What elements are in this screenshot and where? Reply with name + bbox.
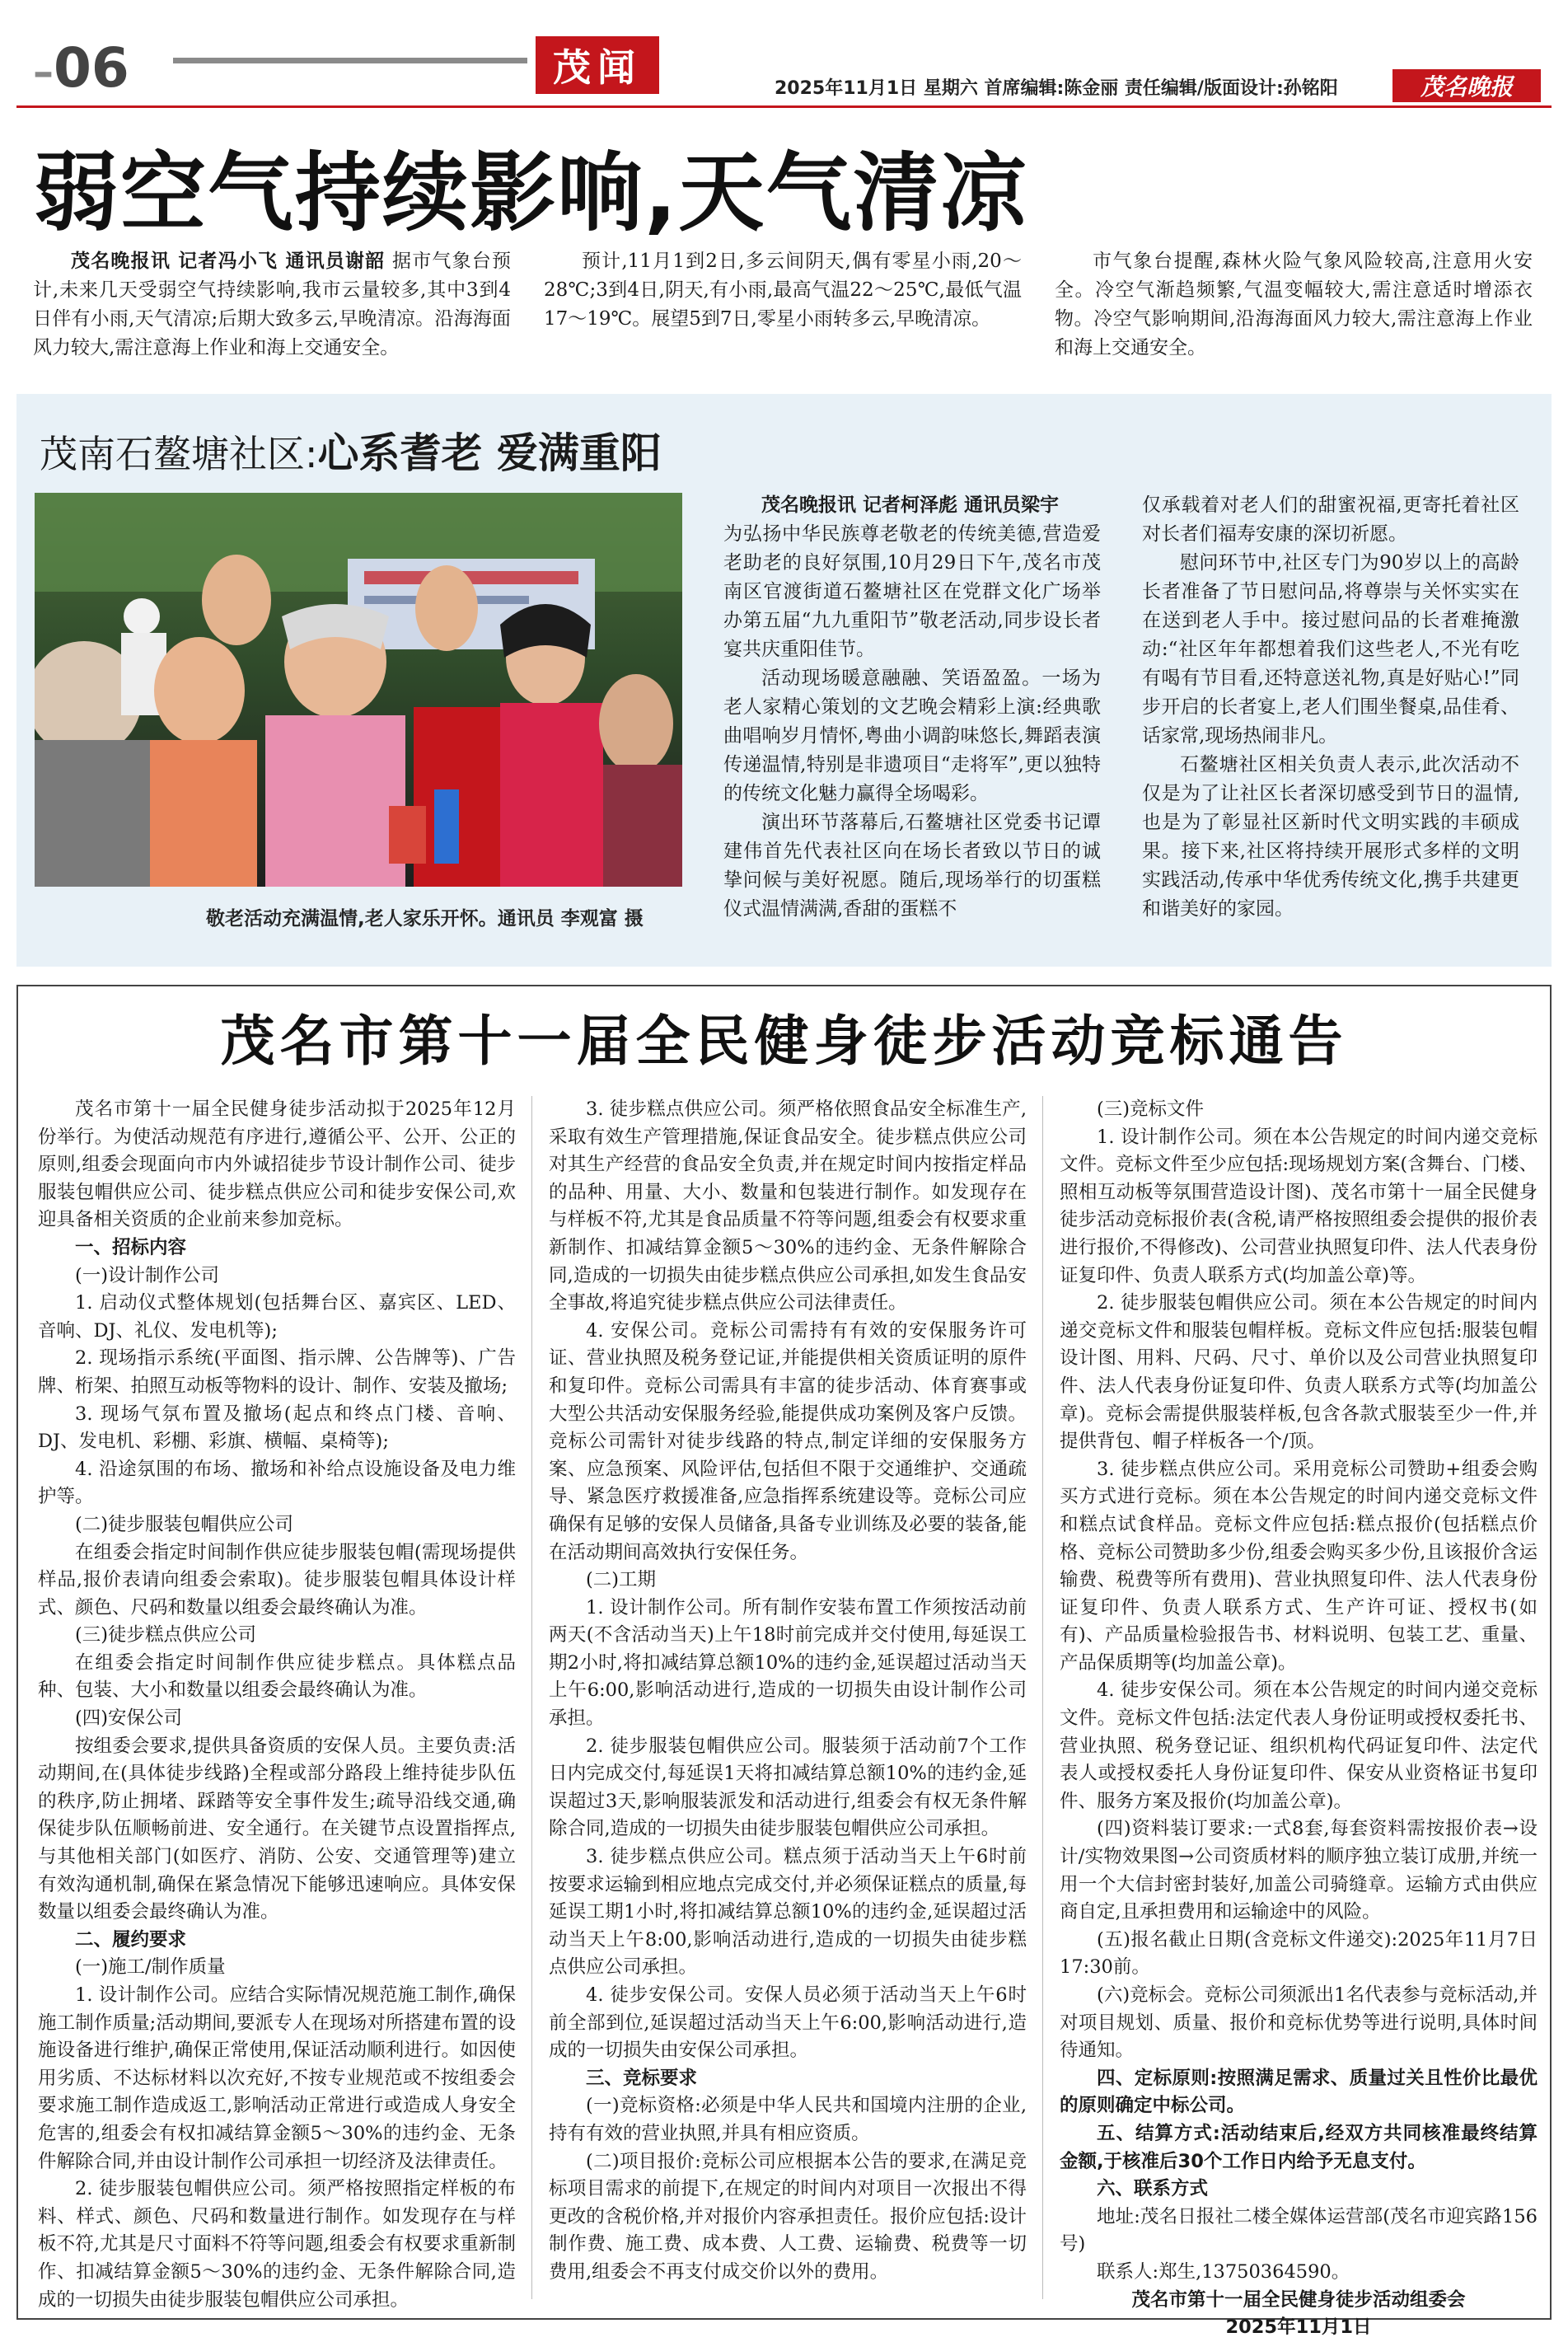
- issue-info: 2025年11月1日 星期六 首席编辑:陈金丽 责任编辑/版面设计:孙铭阳: [775, 78, 1338, 99]
- weather-col-2: [544, 247, 1022, 334]
- feature-title-main: 心系耆老 爱满重阳: [317, 429, 662, 477]
- weather-headline: 弱空气持续影响,天气清凉: [33, 143, 1028, 243]
- feature-col-1: [723, 491, 1101, 924]
- header-rule: [173, 58, 527, 63]
- notice-paragraph: (一)施工/制作质量: [75, 1956, 226, 1979]
- notice-paragraph: (二)工期: [586, 1569, 657, 1591]
- notice-paragraph: 4. 安保公司。竞标公司需持有有效的安保服务许可证、营业执照及税务登记证,并能提供相关资质证明的原件和复印件。竞标公司需具有丰富的徒步活动、体育赛事或大型公共活动安保服务经验,能提供成功案例及客户反馈。竞标公司需针对徒步线路的特点,制定详细的安保服务方案、应急预案、风险评估,包括但不限于交通维护、交通疏导、紧急医疗救援准备,应急指挥系统建设等。竞标公司应确保有足够的安保人员储备,具备专业训练及必要的装备,能在活动期间高效执行安保任务。: [549, 1319, 1027, 1563]
- notice-paragraph: 1. 设计制作公司。所有制作安装布置工作须按活动前两天(不含活动当天)上午18时前完成并交付使用,每延误工期2小时,将扣减结算总额10%的违约金,延误超过活动当天上午6:00,影响活动进行,造成的一切损失由设计制作公司承担。: [549, 1596, 1027, 1730]
- feature-para-5: 慰问环节中,社区专门为90岁以上的高龄长者准备了节日慰问品,将尊崇与关怀实实在在送到老人手中。接过慰问品的长者难掩激动:“社区年年都想着我们这些老人,不光有吃有喝有节目看,还特意送礼物,真是好贴心!”同步开启的长者宴上,老人们围坐餐桌,品佳肴、话家常,现场热闹非凡。: [1142, 552, 1519, 747]
- notice-paragraph: (三)竞标文件: [1097, 1098, 1205, 1120]
- notice-paragraph: 茂名市第十一届全民健身徒步活动组委会: [1131, 2288, 1466, 2311]
- notice-paragraph: 三、竞标要求: [586, 2067, 698, 2089]
- notice-paragraph: 六、联系方式: [1097, 2178, 1209, 2200]
- notice-paragraph: 茂名市第十一届全民健身徒步活动拟于2025年12月份举行。为使活动规范有序进行,遵循公平、公开、公正的原则,组委会现面向市内外诚招徒步节设计制作公司、徒步服装包帽供应公司、徒步糕点供应公司和徒步安保公司,欢迎具备相关资质的企业前来参加竞标。: [38, 1098, 516, 1231]
- notice-paragraph: 3. 徒步糕点供应公司。采用竞标公司赞助+组委会购买方式进行竞标。须在本公告规定的时间内递交竞标文件和糕点试食样品。竞标文件应包括:糕点报价(包括糕点价格、竞标公司赞助多少份,组委会购买多少份,且该报价含运输费、税费等所有费用)、营业执照复印件、法人代表身份证复印件、负责人联系方式、生产许可证、授权书(如有)、产品质量检验报告书、材料说明、包装工艺、重量、产品保质期等(均加盖公章)。: [1060, 1458, 1538, 1674]
- feature-col-2: [1142, 491, 1519, 924]
- notice-paragraph: 2. 现场指示系统(平面图、指示牌、公告牌等)、广告牌、桁架、拍照互动板等物料的设计、制作、安装及撤场;: [38, 1347, 516, 1397]
- notice-paragraph: 2025年11月1日: [1225, 2316, 1372, 2339]
- notice-paragraph: 在组委会指定时间制作供应徒步服装包帽(需现场提供样品,报价表请向组委会索取)。徒步服装包帽具体设计样式、颜色、尺码和数量以组委会最终确认为准。: [38, 1541, 516, 1618]
- header-divider: [16, 105, 1552, 108]
- notice-paragraph: (二)徒步服装包帽供应公司: [75, 1513, 294, 1535]
- feature-photo: [35, 493, 682, 887]
- photo-caption: 敬老活动充满温情,老人家乐开怀。通讯员 李观富 摄: [206, 908, 644, 930]
- notice-title: 茂名市第十一届全民健身徒步活动竞标通告: [220, 1009, 1348, 1073]
- paper-logo: 茂名晚报: [1392, 69, 1541, 102]
- weather-text-3: 市气象台提醒,森林火险气象风险较高,注意用火安全。冷空气渐趋频繁,气温变幅较大,需注意适时增添衣物。冷空气影响期间,沿海海面风力较大,需注意海上作业和海上交通安全。: [1055, 251, 1533, 358]
- notice-paragraph: (三)徒步糕点供应公司: [75, 1624, 257, 1646]
- feature-title: [40, 420, 662, 480]
- feature-para-4: 仅承载着对老人们的甜蜜祝福,更寄托着社区对长者们福寿安康的深切祈愿。: [1142, 494, 1519, 545]
- notice-paragraph: 3. 徒步糕点供应公司。须严格依照食品安全标准生产,采取有效生产管理措施,保证食品安全。徒步糕点供应公司对其生产经营的食品安全负责,并在规定时间内按指定样品的品种、用量、大小、数量和包装进行制作。如发现存在与样板不符,尤其是食品质量不符等问题,组委会有权要求重新制作、扣减结算金额5～30%的违约金、无条件解除合同,造成的一切损失由徒步糕点供应公司承担,如发生食品安全事故,将追究徒步糕点供应公司法律责任。: [549, 1098, 1027, 1314]
- notice-paragraph: 五、结算方式:活动结束后,经双方共同核准最终结算金额,于核准后30个工作日内给予无息支付。: [1060, 2122, 1538, 2172]
- weather-text-1: 据市气象台预计,未来几天受弱空气持续影响,我市云量较多,其中3到4日伴有小雨,天气清凉;后期大致多云,早晚清凉。沿海海面风力较大,需注意海上作业和海上交通安全。: [33, 251, 511, 358]
- feature-byline: 茂名晚报讯 记者柯泽彪 通讯员梁宇: [761, 494, 1060, 516]
- notice-paragraph: 1. 设计制作公司。应结合实际情况规范施工制作,确保施工制作质量;活动期间,要派专人在现场对所搭建布置的设施设备进行维护,确保正常使用,保证活动顺利进行。如因使用劣质、不达标材料以次充好,不按专业规范或不按组委会要求施工制作造成返工,影响活动正常进行或造成人身安全危害的,组委会有权扣减结算金额5～30%的违约金、无条件解除合同,并由设计制作公司承担一切经济及法律责任。: [38, 1984, 516, 2172]
- notice-paragraph: 4. 沿途氛围的布场、撤场和补给点设施设备及电力维护等。: [38, 1458, 516, 1508]
- feature-para-1: 为弘扬中华民族尊老敬老的传统美德,营造爱老助老的良好氛围,10月29日下午,茂名市茂南区官渡街道石鳌塘社区在党群文化广场举办第五届“九九重阳节”敬老活动,同步设长者宴共庆重阳佳节。: [723, 523, 1101, 660]
- column-divider: [1042, 1096, 1043, 2299]
- weather-col-3: [1055, 247, 1533, 363]
- feature-para-2: 活动现场暖意融融、笑语盈盈。一场为老人家精心策划的文艺晚会精彩上演:经典歌曲唱响岁月情怀,粤曲小调韵味悠长,舞蹈表演传递温情,特别是非遗项目“走将军”,更以独特的传统文化魅力赢得全场喝彩。: [723, 667, 1101, 804]
- feature-para-3: 演出环节落幕后,石鳌塘社区党委书记谭建伟首先代表社区向在场长者致以节日的诚挚问候与美好祝愿。随后,现场举行的切蛋糕仪式温情满满,香甜的蛋糕不: [723, 812, 1101, 920]
- notice-paragraph: (四)资料装订要求:一式8套,每套资料需按报价表→设计/实物效果图→公司资质材料的顺序独立装订成册,并统一用一个大信封密封装好,加盖公司骑缝章。运输方式由供应商自定,且承担费用和运输途中的风险。: [1060, 1818, 1538, 1923]
- notice-paragraph: 3. 现场气氛布置及撤场(起点和终点门楼、音响、DJ、发电机、彩棚、彩旗、横幅、桌椅等);: [38, 1403, 516, 1453]
- notice-paragraph: 3. 徒步糕点供应公司。糕点须于活动当天上午6时前按要求运输到相应地点完成交付,并必须保证糕点的质量,每延误工期1小时,将扣减结算总额10%的违约金,延误超过活动当天上午8:00,影响活动进行,造成的一切损失由徒步糕点供应公司承担。: [549, 1846, 1027, 1979]
- weather-byline: 茂名晚报讯 记者冯小飞 通讯员谢韶: [71, 251, 386, 272]
- page-number: –06: [33, 36, 129, 100]
- section-label: 茂闻: [536, 36, 659, 94]
- notice-paragraph: 2. 徒步服装包帽供应公司。须严格按照指定样板的布料、样式、颜色、尺码和数量进行制作。如发现存在与样板不符,尤其是尺寸面料不符等问题,组委会有权要求重新制作、扣减结算金额5～30%的违约金、无条件解除合同,造成的一切损失由徒步服装包帽供应公司承担。: [38, 2178, 516, 2311]
- notice-paragraph: 2. 徒步服装包帽供应公司。服装须于活动前7个工作日内完成交付,每延误1天将扣减结算总额10%的违约金,延误超过3天,影响服装派发和活动进行,组委会有权无条件解除合同,造成的一切损失由徒步服装包帽供应公司承担。: [549, 1735, 1027, 1840]
- notice-paragraph: 二、履约要求: [75, 1928, 187, 1951]
- notice-paragraph: (五)报名截止日期(含竞标文件递交):2025年11月7日17:30前。: [1060, 1928, 1538, 1979]
- notice-paragraph: 2. 徒步服装包帽供应公司。须在本公告规定的时间内递交竞标文件和服装包帽样板。竞标文件应包括:服装包帽设计图、用料、尺码、尺寸、单价以及公司营业执照复印件、法人代表身份证复印件、负责人联系方式等(均加盖公章)。竞标会需提供服装样板,包含各款式服装至少一件,并提供背包、帽子样板各一个/顶。: [1060, 1292, 1538, 1453]
- notice-paragraph: (六)竞标会。竞标公司须派出1名代表参与竞标活动,并对项目规划、质量、报价和竞标优势等进行说明,具体时间待通知。: [1060, 1984, 1538, 2062]
- notice-paragraph: (四)安保公司: [75, 1707, 183, 1730]
- notice-col-3: [1060, 1096, 1538, 2342]
- elderly-celebration-photo: [35, 493, 682, 887]
- notice-paragraph: 在组委会指定时间制作供应徒步糕点。具体糕点品种、包装、大小和数量以组委会最终确认为准。: [38, 1651, 516, 1702]
- notice-paragraph: (一)竞标资格:必须是中华人民共和国境内注册的企业,持有有效的营业执照,并具有相应资质。: [549, 2095, 1027, 2144]
- notice-paragraph: 按组委会要求,提供具备资质的安保人员。主要负责:活动期间,在(具体徒步线路)全程或部分路段上维持徒步队伍的秩序,防止拥堵、踩踏等安全事件发生;疏导沿线交通,确保徒步队伍顺畅前进、安全通行。在关键节点设置指挥点,与其他相关部门(如医疗、消防、公安、交通管理等)建立有效沟通机制,确保在紧急情况下能够迅速响应。具体安保数量以组委会最终确认为准。: [38, 1735, 516, 1923]
- notice-paragraph: 四、定标原则:按照满足需求、质量过关且性价比最优的原则确定中标公司。: [1060, 2067, 1538, 2117]
- notice-paragraph: 一、招标内容: [75, 1236, 187, 1258]
- column-divider: [531, 1096, 532, 2299]
- notice-paragraph: 1. 启动仪式整体规划(包括舞台区、嘉宾区、LED、音响、DJ、礼仪、发电机等);: [38, 1292, 516, 1342]
- weather-col-1: [33, 247, 511, 363]
- notice-paragraph: 4. 徒步安保公司。安保人员必须于活动当天上午6时前全部到位,延误超过活动当天上午6:00,影响活动进行,造成的一切损失由安保公司承担。: [549, 1984, 1027, 2062]
- notice-col-2: [549, 1096, 1027, 2287]
- notice-paragraph: 地址:茂名日报社二楼全媒体运营部(茂名市迎宾路156号): [1060, 2205, 1538, 2255]
- weather-text-2: 预计,11月1到2日,多云间阴天,偶有零星小雨,20～28℃;3到4日,阴天,有小雨,最高气温22～25℃,最低气温17～19℃。展望5到7日,零星小雨转多云,早晚清凉。: [544, 251, 1022, 330]
- notice-paragraph: (二)项目报价:竞标公司应根据本公告的要求,在满足竞标项目需求的前提下,在规定的时间内对项目一次报出不得更改的含税价格,并对报价内容承担责任。报价应包括:设计制作费、施工费、成本费、人工费、运输费、税费等一切费用,组委会不再支付成交价以外的费用。: [549, 2150, 1027, 2283]
- feature-para-6: 石鳌塘社区相关负责人表示,此次活动不仅是为了让社区长者深切感受到节日的温情,也是为了彰显社区新时代文明实践的丰硕成果。接下来,社区将持续开展形式多样的文明实践活动,传承中华优秀传统文化,携手共建更和谐美好的家园。: [1142, 754, 1519, 920]
- notice-col-1: [38, 1096, 516, 2314]
- notice-paragraph: (一)设计制作公司: [75, 1264, 220, 1286]
- notice-paragraph: 4. 徒步安保公司。须在本公告规定的时间内递交竞标文件。竞标文件包括:法定代表人身份证明或授权委托书、营业执照、税务登记证、组织机构代码证复印件、法定代表人或授权委托人身份证复印件、保安从业资格证书复印件、服务方案及报价(均加盖公章)。: [1060, 1679, 1538, 1812]
- notice-paragraph: 1. 设计制作公司。须在本公告规定的时间内递交竞标文件。竞标文件至少应包括:现场规划方案(含舞台、门楼、照相互动板等氛围营造设计图)、茂名市第十一届全民健身徒步活动竞标报价表(含税,请严格按照组委会提供的报价表进行报价,不得修改)、公司营业执照复印件、法人代表身份证复印件、负责人联系方式(均加盖公章)等。: [1060, 1126, 1538, 1286]
- feature-title-prefix: 茂南石鳌塘社区:: [40, 432, 318, 476]
- notice-paragraph: 联系人:郑生,13750364590。: [1097, 2260, 1350, 2283]
